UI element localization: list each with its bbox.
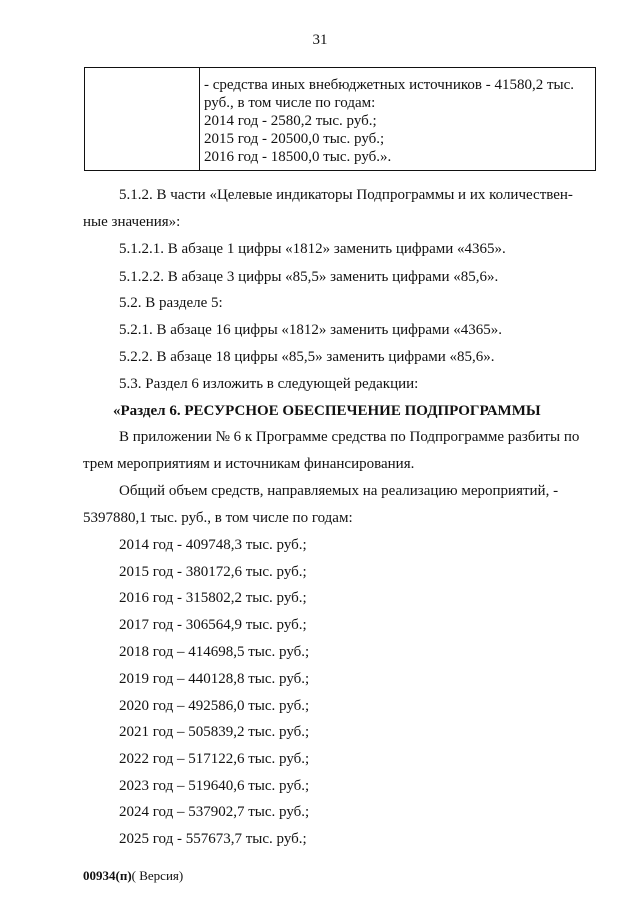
year-amount-line: 2022 год – 517122,6 тыс. руб.; bbox=[119, 751, 310, 767]
paragraph-5-2-2: 5.2.2. В абзаце 18 цифры «85,5» заменить цифрами «85,6». bbox=[119, 349, 495, 365]
year-amount-line: 2019 год – 440128,8 тыс. руб.; bbox=[119, 671, 310, 687]
paragraph-5-1-2-1: 5.1.2.1. В абзаце 1 цифры «1812» заменить цифрами «4365». bbox=[119, 241, 506, 257]
table-cell-empty bbox=[85, 68, 200, 171]
paragraph-5-2-1: 5.2.1. В абзаце 16 цифры «1812» заменить цифрами «4365». bbox=[119, 322, 503, 338]
paragraph-total: Общий объем средств, направляемых на реализацию мероприятий, - bbox=[119, 483, 559, 499]
paragraph-5-1-2-cont: ные значения»: bbox=[83, 214, 181, 230]
paragraph-total-cont: 5397880,1 тыс. руб., в том числе по годам: bbox=[83, 510, 353, 526]
paragraph-5-1-2: 5.1.2. В части «Целевые индикаторы Подпрограммы и их количествен- bbox=[119, 187, 573, 203]
year-amount-line: 2018 год – 414698,5 тыс. руб.; bbox=[119, 644, 310, 660]
table-text-line: 2016 год - 18500,0 тыс. руб.». bbox=[204, 149, 392, 165]
year-amount-line: 2020 год – 492586,0 тыс. руб.; bbox=[119, 698, 310, 714]
page-number: 31 bbox=[312, 32, 328, 48]
table-text-line: 2015 год - 20500,0 тыс. руб.; bbox=[204, 131, 385, 147]
table-text-line: 2014 год - 2580,2 тыс. руб.; bbox=[204, 113, 377, 129]
table-text-line: - средства иных внебюджетных источников - 41580,2 тыс. bbox=[204, 77, 574, 93]
year-amount-line: 2014 год - 409748,3 тыс. руб.; bbox=[119, 537, 307, 553]
year-amount-line: 2023 год – 519640,6 тыс. руб.; bbox=[119, 778, 310, 794]
paragraph-appendix-cont: трем мероприятиям и источникам финансирования. bbox=[83, 456, 415, 472]
year-amount-line: 2024 год – 537902,7 тыс. руб.; bbox=[119, 804, 310, 820]
year-amount-line: 2021 год – 505839,2 тыс. руб.; bbox=[119, 724, 310, 740]
document-version: ( Версия) bbox=[131, 868, 184, 883]
paragraph-appendix: В приложении № 6 к Программе средства по Подпрограмме разбиты по bbox=[119, 429, 580, 445]
table-row bbox=[85, 68, 596, 171]
year-amount-line: 2016 год - 315802,2 тыс. руб.; bbox=[119, 590, 307, 606]
paragraph-5-3: 5.3. Раздел 6 изложить в следующей редакции: bbox=[119, 376, 419, 392]
year-amount-line: 2025 год - 557673,7 тыс. руб.; bbox=[119, 831, 307, 847]
table-text-line: руб., в том числе по годам: bbox=[204, 95, 376, 111]
section-heading: «Раздел 6. РЕСУРСНОЕ ОБЕСПЕЧЕНИЕ ПОДПРОГРАММЫ bbox=[113, 403, 541, 419]
paragraph-5-2: 5.2. В разделе 5: bbox=[119, 295, 223, 311]
table-cell-funding bbox=[200, 68, 596, 171]
year-amount-line: 2017 год - 306564,9 тыс. руб.; bbox=[119, 617, 307, 633]
funding-table bbox=[84, 67, 596, 171]
year-amount-line: 2015 год - 380172,6 тыс. руб.; bbox=[119, 564, 307, 580]
document-code: 00934(п) bbox=[83, 868, 132, 883]
paragraph-5-1-2-2: 5.1.2.2. В абзаце 3 цифры «85,5» заменить цифрами «85,6». bbox=[119, 269, 499, 285]
document-footer bbox=[83, 868, 183, 884]
